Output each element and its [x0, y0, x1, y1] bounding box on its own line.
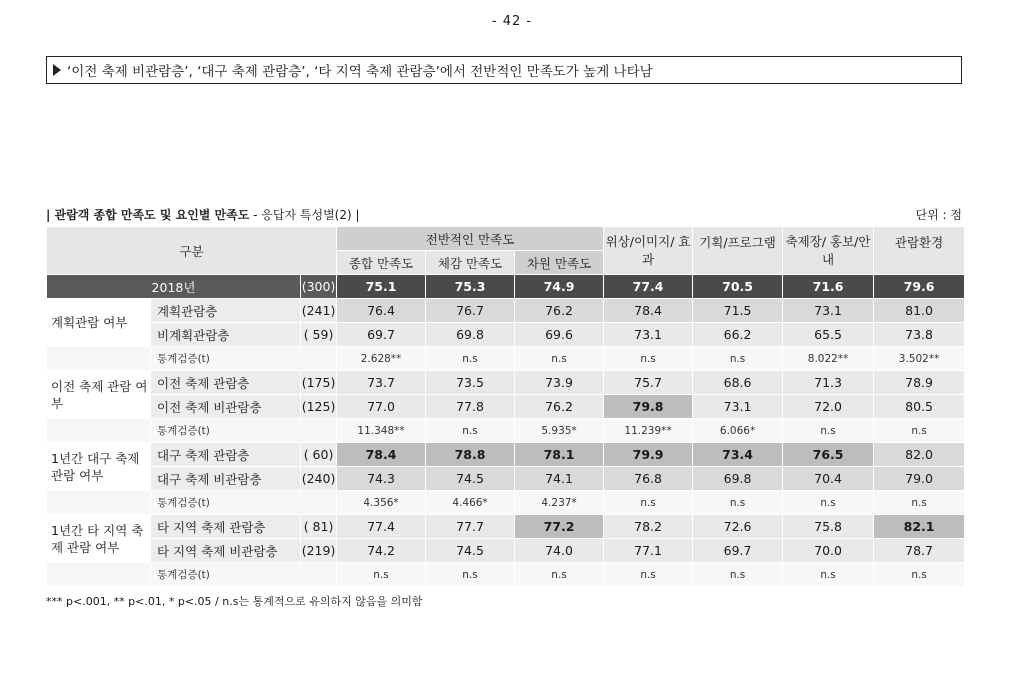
table-row	[47, 371, 965, 395]
cell-value: 74.3	[337, 467, 426, 491]
cell-value: 77.4	[604, 275, 693, 299]
cell-value: 65.5	[783, 323, 874, 347]
cell-value: 77.4	[337, 515, 426, 539]
stat-value: n.s	[604, 563, 693, 587]
row-label: 대구 축제 관람층	[151, 443, 301, 467]
stat-value: n.s	[426, 419, 515, 443]
footnote: *** p<.001, ** p<.01, * p<.05 / n.s는 통계적으로 유의하지 않음을 의미함	[46, 595, 423, 608]
stat-value: n.s	[604, 347, 693, 371]
stat-value: n.s	[426, 347, 515, 371]
cell-value: 80.5	[874, 395, 965, 419]
cell-value: 79.6	[874, 275, 965, 299]
row-label: 타 지역 축제 비관람층	[151, 539, 301, 563]
table-caption-subtitle: - 응답자 특성별(2) |	[249, 208, 360, 222]
table-row	[47, 395, 965, 419]
stat-value: n.s	[783, 491, 874, 515]
stat-value: 11.348**	[337, 419, 426, 443]
cell-value: 75.3	[426, 275, 515, 299]
cell-value: 73.8	[874, 323, 965, 347]
cell-value: 79.0	[874, 467, 965, 491]
cell-value: 73.1	[693, 395, 783, 419]
stat-value: 4.466*	[426, 491, 515, 515]
stat-label: 통계검증(t)	[151, 419, 337, 443]
cell-value: 68.6	[693, 371, 783, 395]
cell-value: 77.0	[337, 395, 426, 419]
stat-value: 8.022**	[783, 347, 874, 371]
cell-value: 71.5	[693, 299, 783, 323]
stat-value: n.s	[783, 563, 874, 587]
row-count: (219)	[301, 539, 337, 563]
unit-label: 단위 : 점	[915, 208, 962, 222]
stat-value: n.s	[693, 491, 783, 515]
row-label: 타 지역 축제 관람층	[151, 515, 301, 539]
stat-value: n.s	[515, 563, 604, 587]
cell-value: 78.7	[874, 539, 965, 563]
cell-value: 70.5	[693, 275, 783, 299]
row-label: 계획관람층	[151, 299, 301, 323]
satisfaction-table	[46, 226, 965, 587]
table-row	[47, 467, 965, 491]
group-label: 이전 축제 관람 여부	[47, 371, 151, 419]
stat-value: n.s	[337, 563, 426, 587]
table-row-total	[47, 275, 965, 299]
row-label: 비계획관람층	[151, 323, 301, 347]
cell-value: 74.0	[515, 539, 604, 563]
stat-label: 통계검증(t)	[151, 491, 337, 515]
row-count: (241)	[301, 299, 337, 323]
cell-value: 76.8	[604, 467, 693, 491]
header-group: 구분	[47, 227, 337, 275]
stat-value: 2.628**	[337, 347, 426, 371]
cell-value: 69.8	[693, 467, 783, 491]
row-count: ( 81)	[301, 515, 337, 539]
header-factor-environment: 관람환경	[874, 227, 965, 275]
page-number: - 42 -	[491, 14, 533, 29]
header-factor-program: 기획/프로그램	[693, 227, 783, 275]
row-count: (175)	[301, 371, 337, 395]
stat-label: 통계검증(t)	[151, 563, 337, 587]
cell-value: 70.4	[783, 467, 874, 491]
stat-value: n.s	[693, 563, 783, 587]
stat-value: n.s	[426, 563, 515, 587]
row-count: ( 60)	[301, 443, 337, 467]
table-row	[47, 443, 965, 467]
cell-value: 75.1	[337, 275, 426, 299]
cell-value: 69.7	[337, 323, 426, 347]
headline-text: ‘이전 축제 비관람층’, ‘대구 축제 관람층’, ‘타 지역 축제 관람층’에서 전반적인 만족도가 높게 나타남	[67, 64, 653, 80]
row-label: 대구 축제 비관람층	[151, 467, 301, 491]
header-overall-sub-perceived: 체감 만족도	[426, 251, 515, 275]
cell-value: 77.7	[426, 515, 515, 539]
cell-value: 69.6	[515, 323, 604, 347]
table-row	[47, 299, 965, 323]
cell-value: 70.0	[783, 539, 874, 563]
cell-value: 78.2	[604, 515, 693, 539]
cell-value: 77.1	[604, 539, 693, 563]
cell-value: 74.2	[337, 539, 426, 563]
row-count: (300)	[301, 275, 337, 299]
table-caption-title: | 관람객 종합 만족도 및 요인별 만족도	[46, 208, 250, 222]
table-row	[47, 515, 965, 539]
stat-value: 4.356*	[337, 491, 426, 515]
stat-value: 11.239**	[604, 419, 693, 443]
row-count: ( 59)	[301, 323, 337, 347]
stat-row	[47, 563, 965, 587]
cell-value: 73.7	[337, 371, 426, 395]
row-label: 이전 축제 관람층	[151, 371, 301, 395]
cell-value: 76.2	[515, 395, 604, 419]
cell-value: 72.0	[783, 395, 874, 419]
cell-value: 81.0	[874, 299, 965, 323]
cell-value: 76.2	[515, 299, 604, 323]
cell-value: 78.4	[337, 443, 426, 467]
cell-value: 78.1	[515, 443, 604, 467]
stat-value: n.s	[693, 347, 783, 371]
header-factor-image: 위상/이미지/ 효과	[604, 227, 693, 275]
cell-value: 74.1	[515, 467, 604, 491]
table-caption	[46, 206, 360, 223]
cell-value: 71.3	[783, 371, 874, 395]
cell-value: 77.8	[426, 395, 515, 419]
stat-value: n.s	[874, 419, 965, 443]
cell-value: 73.1	[604, 323, 693, 347]
cell-value: 76.4	[337, 299, 426, 323]
group-label: 1년간 대구 축제 관람 여부	[47, 443, 151, 491]
cell-value: 75.7	[604, 371, 693, 395]
stat-value: n.s	[783, 419, 874, 443]
cell-value: 82.1	[874, 515, 965, 539]
headline-box	[46, 56, 962, 84]
row-count: (240)	[301, 467, 337, 491]
stat-value: n.s	[874, 491, 965, 515]
cell-value: 78.4	[604, 299, 693, 323]
table-row	[47, 323, 965, 347]
cell-value: 78.9	[874, 371, 965, 395]
cell-value: 71.6	[783, 275, 874, 299]
cell-value: 78.8	[426, 443, 515, 467]
header-overall: 전반적인 만족도	[337, 227, 604, 251]
cell-value: 73.4	[693, 443, 783, 467]
cell-value: 76.7	[426, 299, 515, 323]
stat-value: n.s	[604, 491, 693, 515]
stat-value: 6.066*	[693, 419, 783, 443]
group-label: 1년간 타 지역 축제 관람 여부	[47, 515, 151, 563]
triangle-bullet-icon	[53, 64, 61, 76]
cell-value: 72.6	[693, 515, 783, 539]
cell-value: 76.5	[783, 443, 874, 467]
stat-row	[47, 347, 965, 371]
cell-value: 69.7	[693, 539, 783, 563]
cell-value: 74.5	[426, 467, 515, 491]
cell-value: 66.2	[693, 323, 783, 347]
stat-label: 통계검증(t)	[151, 347, 337, 371]
cell-value: 73.5	[426, 371, 515, 395]
header-overall-sub-dimension: 차원 만족도	[515, 251, 604, 275]
cell-value: 73.1	[783, 299, 874, 323]
stat-value: 4.237*	[515, 491, 604, 515]
cell-value: 77.2	[515, 515, 604, 539]
stat-value: n.s	[515, 347, 604, 371]
header-overall-sub-total: 종합 만족도	[337, 251, 426, 275]
stat-row	[47, 491, 965, 515]
cell-value: 74.9	[515, 275, 604, 299]
cell-value: 82.0	[874, 443, 965, 467]
stat-row	[47, 419, 965, 443]
cell-value: 73.9	[515, 371, 604, 395]
cell-value: 79.8	[604, 395, 693, 419]
group-label: 계획관람 여부	[47, 299, 151, 347]
cell-value: 79.9	[604, 443, 693, 467]
header-factor-venue: 축제장/ 홍보/안내	[783, 227, 874, 275]
row-count: (125)	[301, 395, 337, 419]
stat-value: n.s	[874, 563, 965, 587]
cell-value: 75.8	[783, 515, 874, 539]
stat-value: 5.935*	[515, 419, 604, 443]
cell-value: 69.8	[426, 323, 515, 347]
row-label: 이전 축제 비관람층	[151, 395, 301, 419]
table-row	[47, 539, 965, 563]
stat-value: 3.502**	[874, 347, 965, 371]
row-label: 2018년	[47, 275, 301, 299]
cell-value: 74.5	[426, 539, 515, 563]
